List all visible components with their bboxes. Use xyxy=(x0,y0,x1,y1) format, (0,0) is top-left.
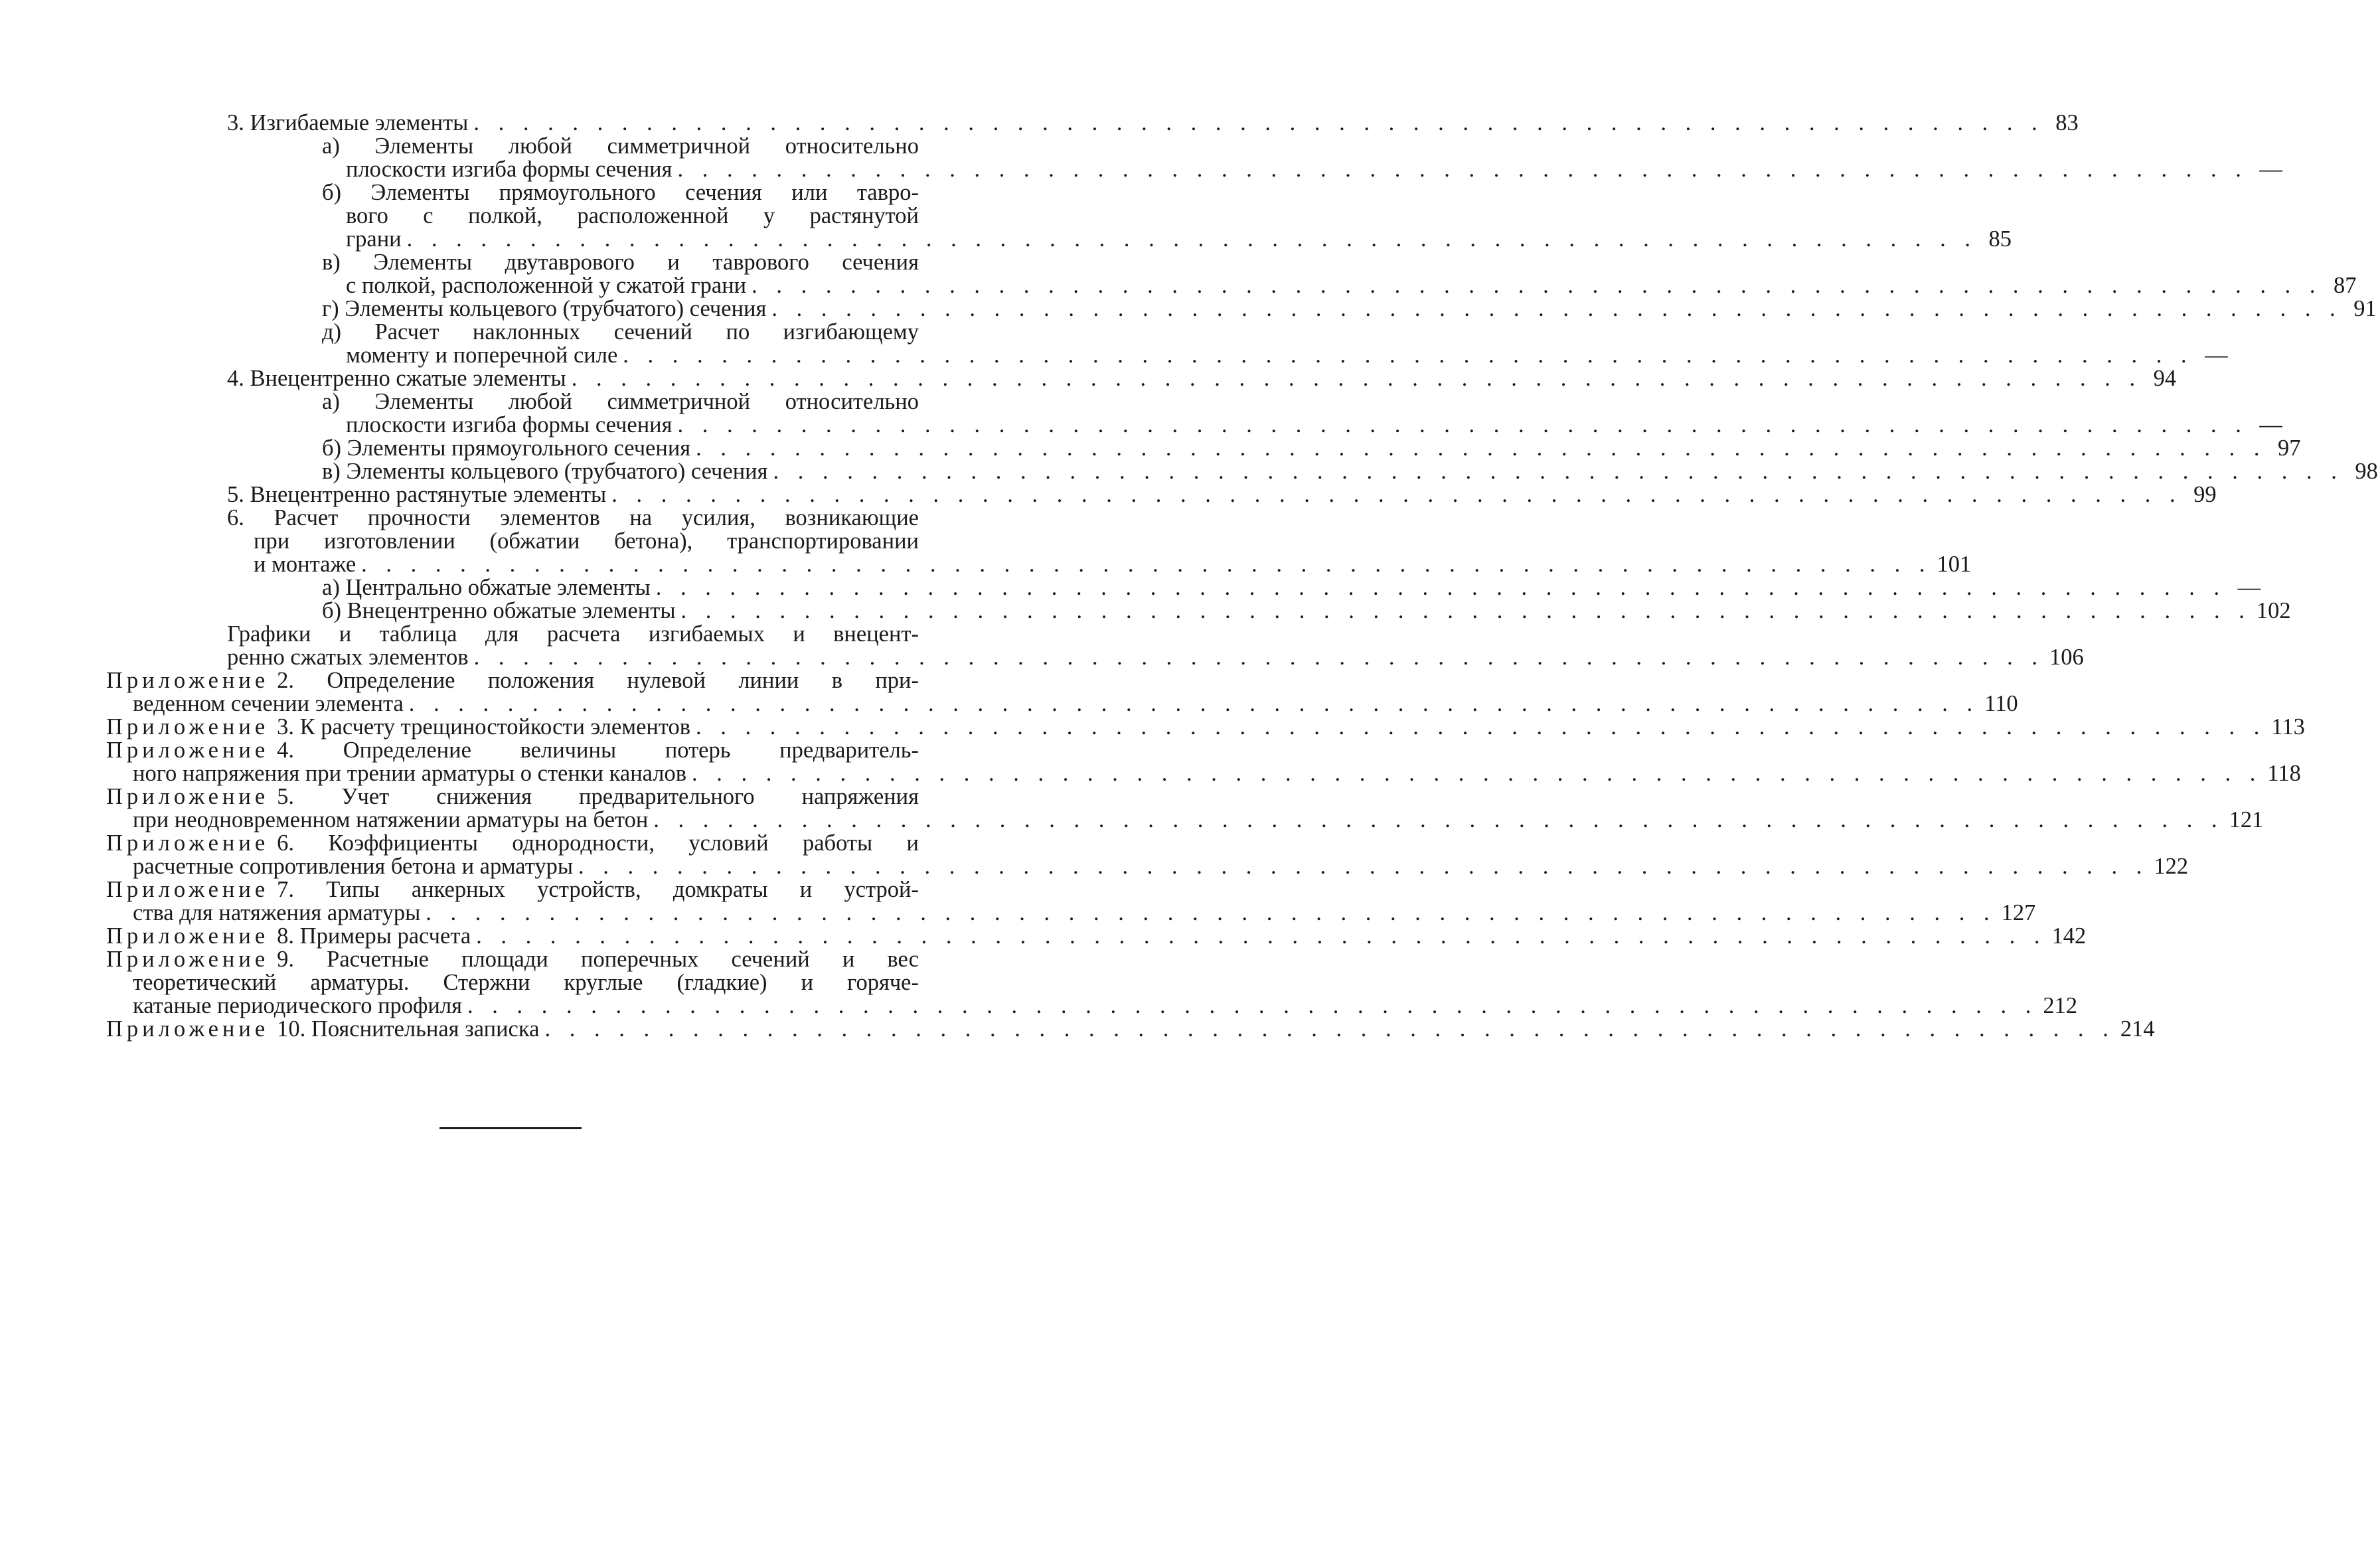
page-number: 121 xyxy=(2229,807,2264,832)
page-number: — xyxy=(2205,343,2228,368)
appendix-label: Приложение xyxy=(106,738,270,763)
page-number: 102 xyxy=(2256,598,2291,623)
toc-entry-4b: б) Элементы прямоугольного сечения . . . . . . . . . . . . . . . . . . . . . . . . . . . . . . . . . . . . . . . . . . . . . . . . . . . . . . . . . . . . . . . . 97 xyxy=(322,435,2301,461)
page-number: 85 xyxy=(1988,226,2012,252)
toc-entry-6b: б) Внецентренно обжатые элементы . . . . . . . . . . . . . . . . . . . . . . . . . . . . . . . . . . . . . . . . . . . . . . . . . . . . . . . . . . . . . . . . 102 xyxy=(322,598,2291,623)
page-number: — xyxy=(2259,412,2282,437)
page-number: 127 xyxy=(2001,900,2036,925)
toc-entry-appendix-2: Приложение 2. Определение положения нулевой линии в при- веденном сечении элемента . . . . . . . . . . . . . . . . . . . . . . . . . . . . . . . . . . . . . . . . . . . . . . . . . . . . . . . . . . . . . . . . 110 xyxy=(106,668,2018,716)
toc-entry-3d: д) Расчет наклонных сечений по изгибающему моменту и поперечной силе . . . . . . . . . . . . . . . . . . . . . . . . . . . . . . . . . . . . . . . . . . . . . . . . . . . . . . . . . . . . . . . . — xyxy=(322,319,2228,368)
page-number: 87 xyxy=(2334,273,2357,298)
page-number: 122 xyxy=(2154,854,2189,879)
page-number: 106 xyxy=(2049,645,2084,670)
page-number: — xyxy=(2237,575,2261,600)
toc-entry-appendix-6: Приложение 6. Коэффициенты однородности, условий работы и расчетные сопротивления бетона и арматуры . . . . . . . . . . . . . . . . . . . . . . . . . . . . . . . . . . . . . . . . . . . . . . . . . . . . . . . . . . . . . . . . 122 xyxy=(106,830,2189,879)
toc-entry-3g: г) Элементы кольцевого (трубчатого) сечения . . . . . . . . . . . . . . . . . . . . . . . . . . . . . . . . . . . . . . . . . . . . . . . . . . . . . . . . . . . . . . . . 91 xyxy=(322,296,2377,321)
appendix-label: Приложение xyxy=(106,947,270,972)
toc-entry-4a: а) Элементы любой симметричной относительно плоскости изгиба формы сечения . . . . . . . . . . . . . . . . . . . . . . . . . . . . . . . . . . . . . . . . . . . . . . . . . . . . . . . . . . . . . . . . — xyxy=(322,389,2282,437)
toc-entry-graphs: Графики и таблица для расчета изгибаемых и внецент- ренно сжатых элементов . . . . . . . . . . . . . . . . . . . . . . . . . . . . . . . . . . . . . . . . . . . . . . . . . . . . . . . . . . . . . . . . 106 xyxy=(227,621,2084,670)
page-number: 97 xyxy=(2278,435,2301,461)
page-number: 113 xyxy=(2271,714,2305,740)
page-number: 98 xyxy=(2355,459,2378,484)
toc-entry-appendix-10: Приложение 10. Пояснительная записка . . . . . . . . . . . . . . . . . . . . . . . . . . . . . . . . . . . . . . . . . . . . . . . . . . . . . . . . . . . . . . . . 214 xyxy=(106,1016,2155,1042)
toc-entry-3: 3. Изгибаемые элементы . . . . . . . . . . . . . . . . . . . . . . . . . . . . . . . . . . . . . . . . . . . . . . . . . . . . . . . . . . . . . . . . 83 xyxy=(227,110,2079,135)
appendix-label: Приложение xyxy=(106,1016,270,1042)
page-number: 212 xyxy=(2043,993,2078,1018)
appendix-label: Приложение xyxy=(106,877,270,902)
toc-entry-6a: а) Центрально обжатые элементы . . . . . . . . . . . . . . . . . . . . . . . . . . . . . . . . . . . . . . . . . . . . . . . . . . . . . . . . . . . . . . . . — xyxy=(322,575,2261,600)
toc-entry-3v: в) Элементы двутаврового и таврового сечения с полкой, расположенной у сжатой грани . . . . . . . . . . . . . . . . . . . . . . . . . . . . . . . . . . . . . . . . . . . . . . . . . . . . . . . . . . . . . . . . 87 xyxy=(322,250,2357,298)
page-number: 91 xyxy=(2353,296,2377,321)
toc-entry-appendix-9: Приложение 9. Расчетные площади поперечных сечений и вес теоретический арматуры. Стержни круглые (гладкие) и горяче- катаные периодического профиля . . . . . . . . . . . . . . . . . . . . . . . . . . . . . . . . . . . . . . . . . . . . . . . . . . . . . . . . . . . . . . . . 212 xyxy=(106,947,2078,1018)
appendix-label: Приложение xyxy=(106,830,270,856)
toc-entry-6: 6. Расчет прочности элементов на усилия, возникающие при изготовлении (обжатии бетона), транспортировании и монтаже . . . . . . . . . . . . . . . . . . . . . . . . . . . . . . . . . . . . . . . . . . . . . . . . . . . . . . . . . . . . . . . . 101 xyxy=(227,505,1972,577)
page-number: — xyxy=(2259,157,2282,182)
toc-entry-3b: б) Элементы прямоугольного сечения или тавро- вого с полкой, расположенной у растянутой грани . . . . . . . . . . . . . . . . . . . . . . . . . . . . . . . . . . . . . . . . . . . . . . . . . . . . . . . . . . . . . . . . 85 xyxy=(322,180,2012,252)
page-number: 110 xyxy=(1984,691,2018,716)
end-divider-rule xyxy=(439,1127,582,1129)
page-number: 214 xyxy=(2120,1016,2155,1042)
toc-entry-3a: а) Элементы любой симметричной относительно плоскости изгиба формы сечения . . . . . . . . . . . . . . . . . . . . . . . . . . . . . . . . . . . . . . . . . . . . . . . . . . . . . . . . . . . . . . . . — xyxy=(322,133,2282,182)
appendix-label: Приложение xyxy=(106,923,270,949)
toc-entry-appendix-8: Приложение 8. Примеры расчета . . . . . . . . . . . . . . . . . . . . . . . . . . . . . . . . . . . . . . . . . . . . . . . . . . . . . . . . . . . . . . . . 142 xyxy=(106,923,2087,949)
toc-entry-appendix-5: Приложение 5. Учет снижения предварительного напряжения при неодновременном натяжении арматуры на бетон . . . . . . . . . . . . . . . . . . . . . . . . . . . . . . . . . . . . . . . . . . . . . . . . . . . . . . . . . . . . . . . . 121 xyxy=(106,784,2264,832)
appendix-label: Приложение xyxy=(106,784,270,809)
page-number: 94 xyxy=(2153,366,2177,391)
toc-entry-appendix-3: Приложение 3. К расчету трещиностойкости элементов . . . . . . . . . . . . . . . . . . . . . . . . . . . . . . . . . . . . . . . . . . . . . . . . . . . . . . . . . . . . . . . . 113 xyxy=(106,714,2305,740)
toc-entry-appendix-4: Приложение 4. Определение величины потерь предваритель- ного напряжения при трении арматуры о стенки каналов . . . . . . . . . . . . . . . . . . . . . . . . . . . . . . . . . . . . . . . . . . . . . . . . . . . . . . . . . . . . . . . . 118 xyxy=(106,738,2301,786)
page-number: 142 xyxy=(2051,923,2087,949)
toc-entry-4v: в) Элементы кольцевого (трубчатого) сечения . . . . . . . . . . . . . . . . . . . . . . . . . . . . . . . . . . . . . . . . . . . . . . . . . . . . . . . . . . . . . . . . 98 xyxy=(322,459,2378,484)
toc-entry-5: 5. Внецентренно растянутые элементы . . . . . . . . . . . . . . . . . . . . . . . . . . . . . . . . . . . . . . . . . . . . . . . . . . . . . . . . . . . . . . . . 99 xyxy=(227,482,2217,507)
page-number: 99 xyxy=(2193,482,2217,507)
toc-entry-appendix-7: Приложение 7. Типы анкерных устройств, домкраты и устрой- ства для натяжения арматуры . . . . . . . . . . . . . . . . . . . . . . . . . . . . . . . . . . . . . . . . . . . . . . . . . . . . . . . . . . . . . . . . 127 xyxy=(106,877,2036,925)
page-number: 83 xyxy=(2055,110,2079,135)
toc-entry-4: 4. Внецентренно сжатые элементы . . . . . . . . . . . . . . . . . . . . . . . . . . . . . . . . . . . . . . . . . . . . . . . . . . . . . . . . . . . . . . . . 94 xyxy=(227,366,2177,391)
page-number: 118 xyxy=(2267,761,2301,786)
appendix-label: Приложение xyxy=(106,668,270,693)
appendix-label: Приложение xyxy=(106,714,270,740)
page-number: 101 xyxy=(1937,552,1972,577)
